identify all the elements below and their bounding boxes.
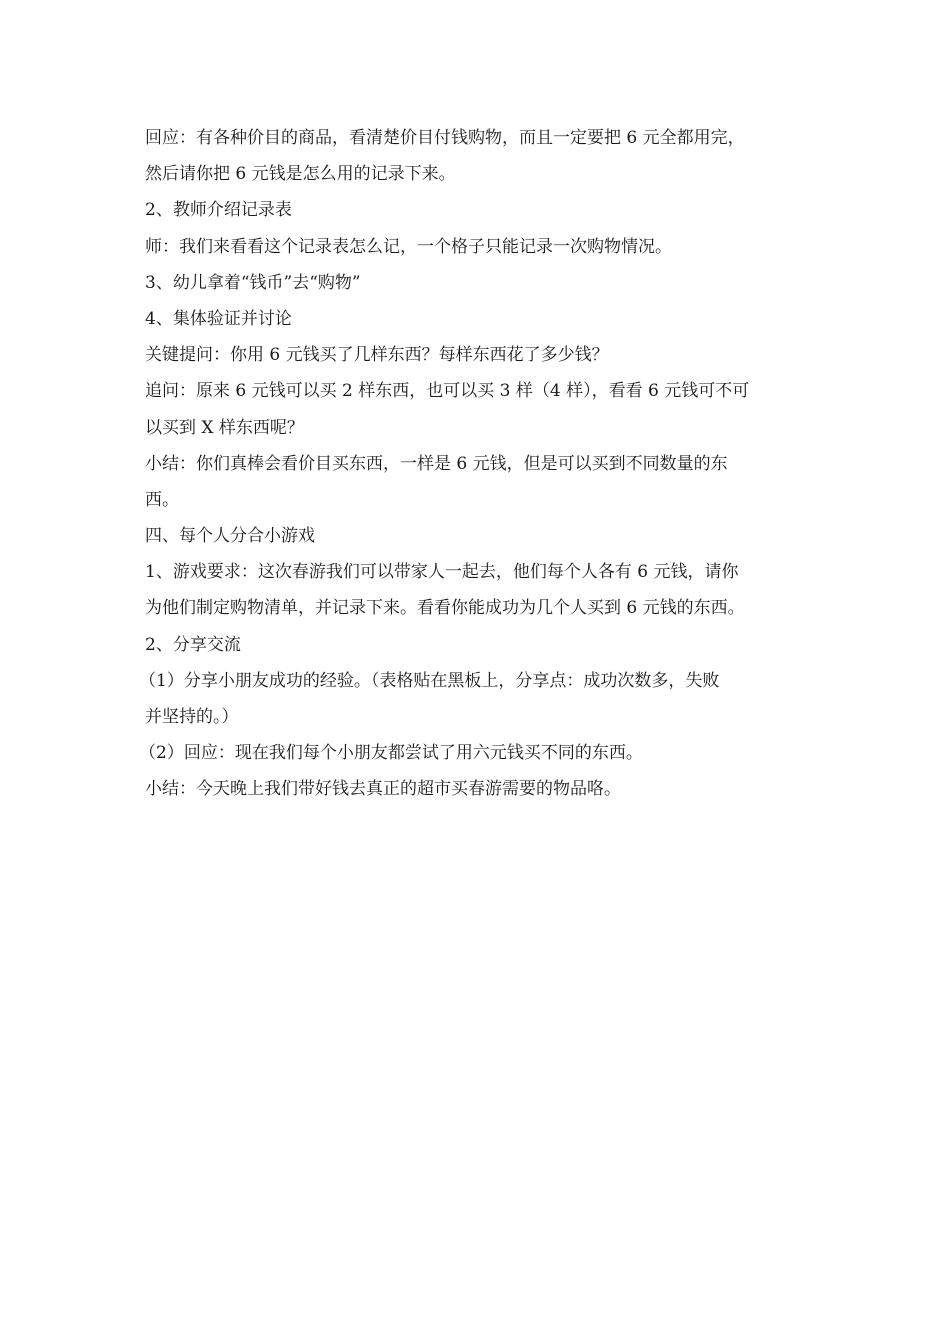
text-line: 小结：你们真棒会看价目买东西，一样是 6 元钱，但是可以买到不同数量的东: [145, 453, 728, 474]
text-line: 并坚持的。）: [145, 707, 239, 727]
text-line: 西。: [145, 489, 179, 510]
text-line: 1、游戏要求：这次春游我们可以带家人一起去，他们每个人各有 6 元钱，请你: [145, 562, 739, 583]
text-line: 以买到 X 样东西呢？: [145, 417, 304, 438]
section-heading: 2、教师介绍记录表: [145, 200, 292, 221]
text-line: 小结：今天晚上我们带好钱去真正的超市买春游需要的物品咯。: [145, 779, 621, 800]
text-line: 回应：有各种价目的商品，看清楚价目付钱购物，而且一定要把 6 元全都用完，: [145, 128, 745, 148]
document-body: [139, 120, 845, 808]
section-heading: 3、幼儿拿着“钱币”去“购物”: [145, 272, 361, 293]
text-line: （1）分享小朋友成功的经验。（表格贴在黑板上，分享点：成功次数多，失败: [139, 670, 720, 691]
text-line: 然后请你把 6 元钱是怎么用的记录下来。: [145, 164, 456, 185]
section-heading: 4、集体验证并讨论: [145, 308, 292, 329]
text-line: 追问：原来 6 元钱可以买 2 样东西，也可以买 3 样（4 样），看看 6 元钱可不可: [145, 381, 750, 402]
text-line: （2）回应：现在我们每个小朋友都尝试了用六元钱买不同的东西。: [139, 743, 643, 764]
section-heading: 2、分享交流: [145, 634, 241, 655]
text-line: 为他们制定购物清单，并记录下来。看看你能成功为几个人买到 6 元钱的东西。: [145, 598, 745, 619]
section-heading: 四、每个人分合小游戏: [145, 526, 315, 547]
text-line: 师：我们来看看这个记录表怎么记，一个格子只能记录一次购物情况。: [145, 236, 672, 257]
text-line: 关键提问：你用 6 元钱买了几样东西？每样东西花了多少钱？: [145, 345, 609, 366]
